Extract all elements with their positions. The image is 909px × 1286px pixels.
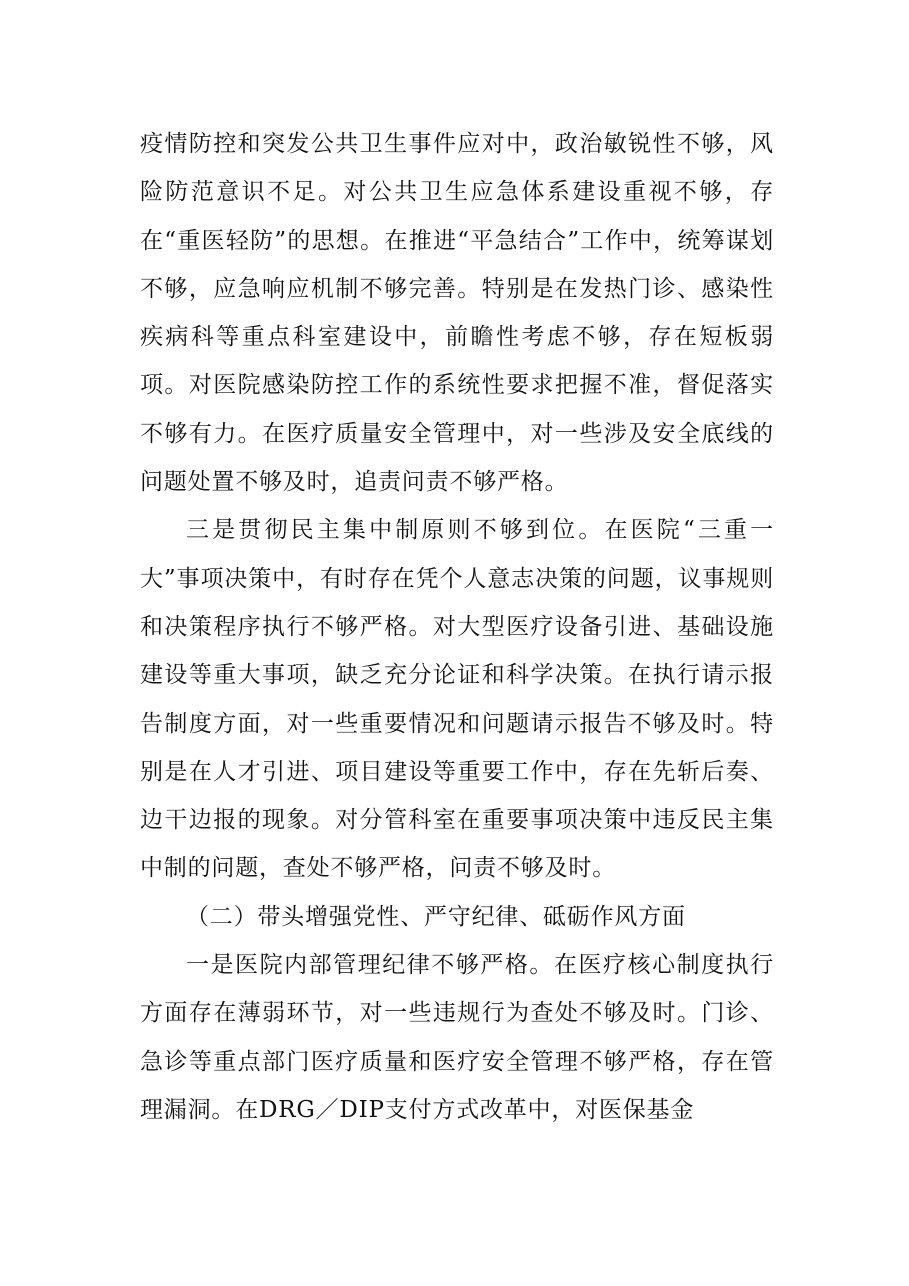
body-text bbox=[140, 120, 774, 1134]
paragraph-internal-management: 一是医院内部管理纪律不够严格。在医疗核心制度执行方面存在薄弱环节，对一些违规行为查处不够及时。门诊、急诊等重点部门医疗质量和医疗安全管理不够严格，存在管理漏洞。在DRG／DIP支付方式改革中，对医保基金 bbox=[140, 952, 774, 1123]
paragraph-democratic-centralism: 三是贯彻民主集中制原则不够到位。在医院“三重一大”事项决策中，有时存在凭个人意志决策的问题，议事规则和决策程序执行不够严格。对大型医疗设备引进、基础设施建设等重大事项，缺乏充分论证和科学决策。在执行请示报告制度方面，对一些重要情况和问题请示报告不够及时。特别是在人才引进、项目建设等重要工作中，存在先斩后奏、边干边报的现象。对分管科室在重要事项决策中违反民主集中制的问题，查处不够严格，问责不够及时。 bbox=[140, 517, 774, 882]
section-heading-party-discipline: （二）带头增强党性、严守纪律、砥砺作风方面 bbox=[186, 903, 686, 930]
paragraph-pandemic-response: 疫情防控和突发公共卫生事件应对中，政治敏锐性不够，风险防范意识不足。对公共卫生应急体系建设重视不够，存在“重医轻防”的思想。在推进“平急结合”工作中，统筹谋划不够，应急响应机制不够完善。特别是在发热门诊、感染性疾病科等重点科室建设中，前瞻性考虑不够，存在短板弱项。对医院感染防控工作的系统性要求把握不准，督促落实不够有力。在医疗质量安全管理中，对一些涉及安全底线的问题处置不够及时，追责问责不够严格。 bbox=[140, 131, 774, 496]
